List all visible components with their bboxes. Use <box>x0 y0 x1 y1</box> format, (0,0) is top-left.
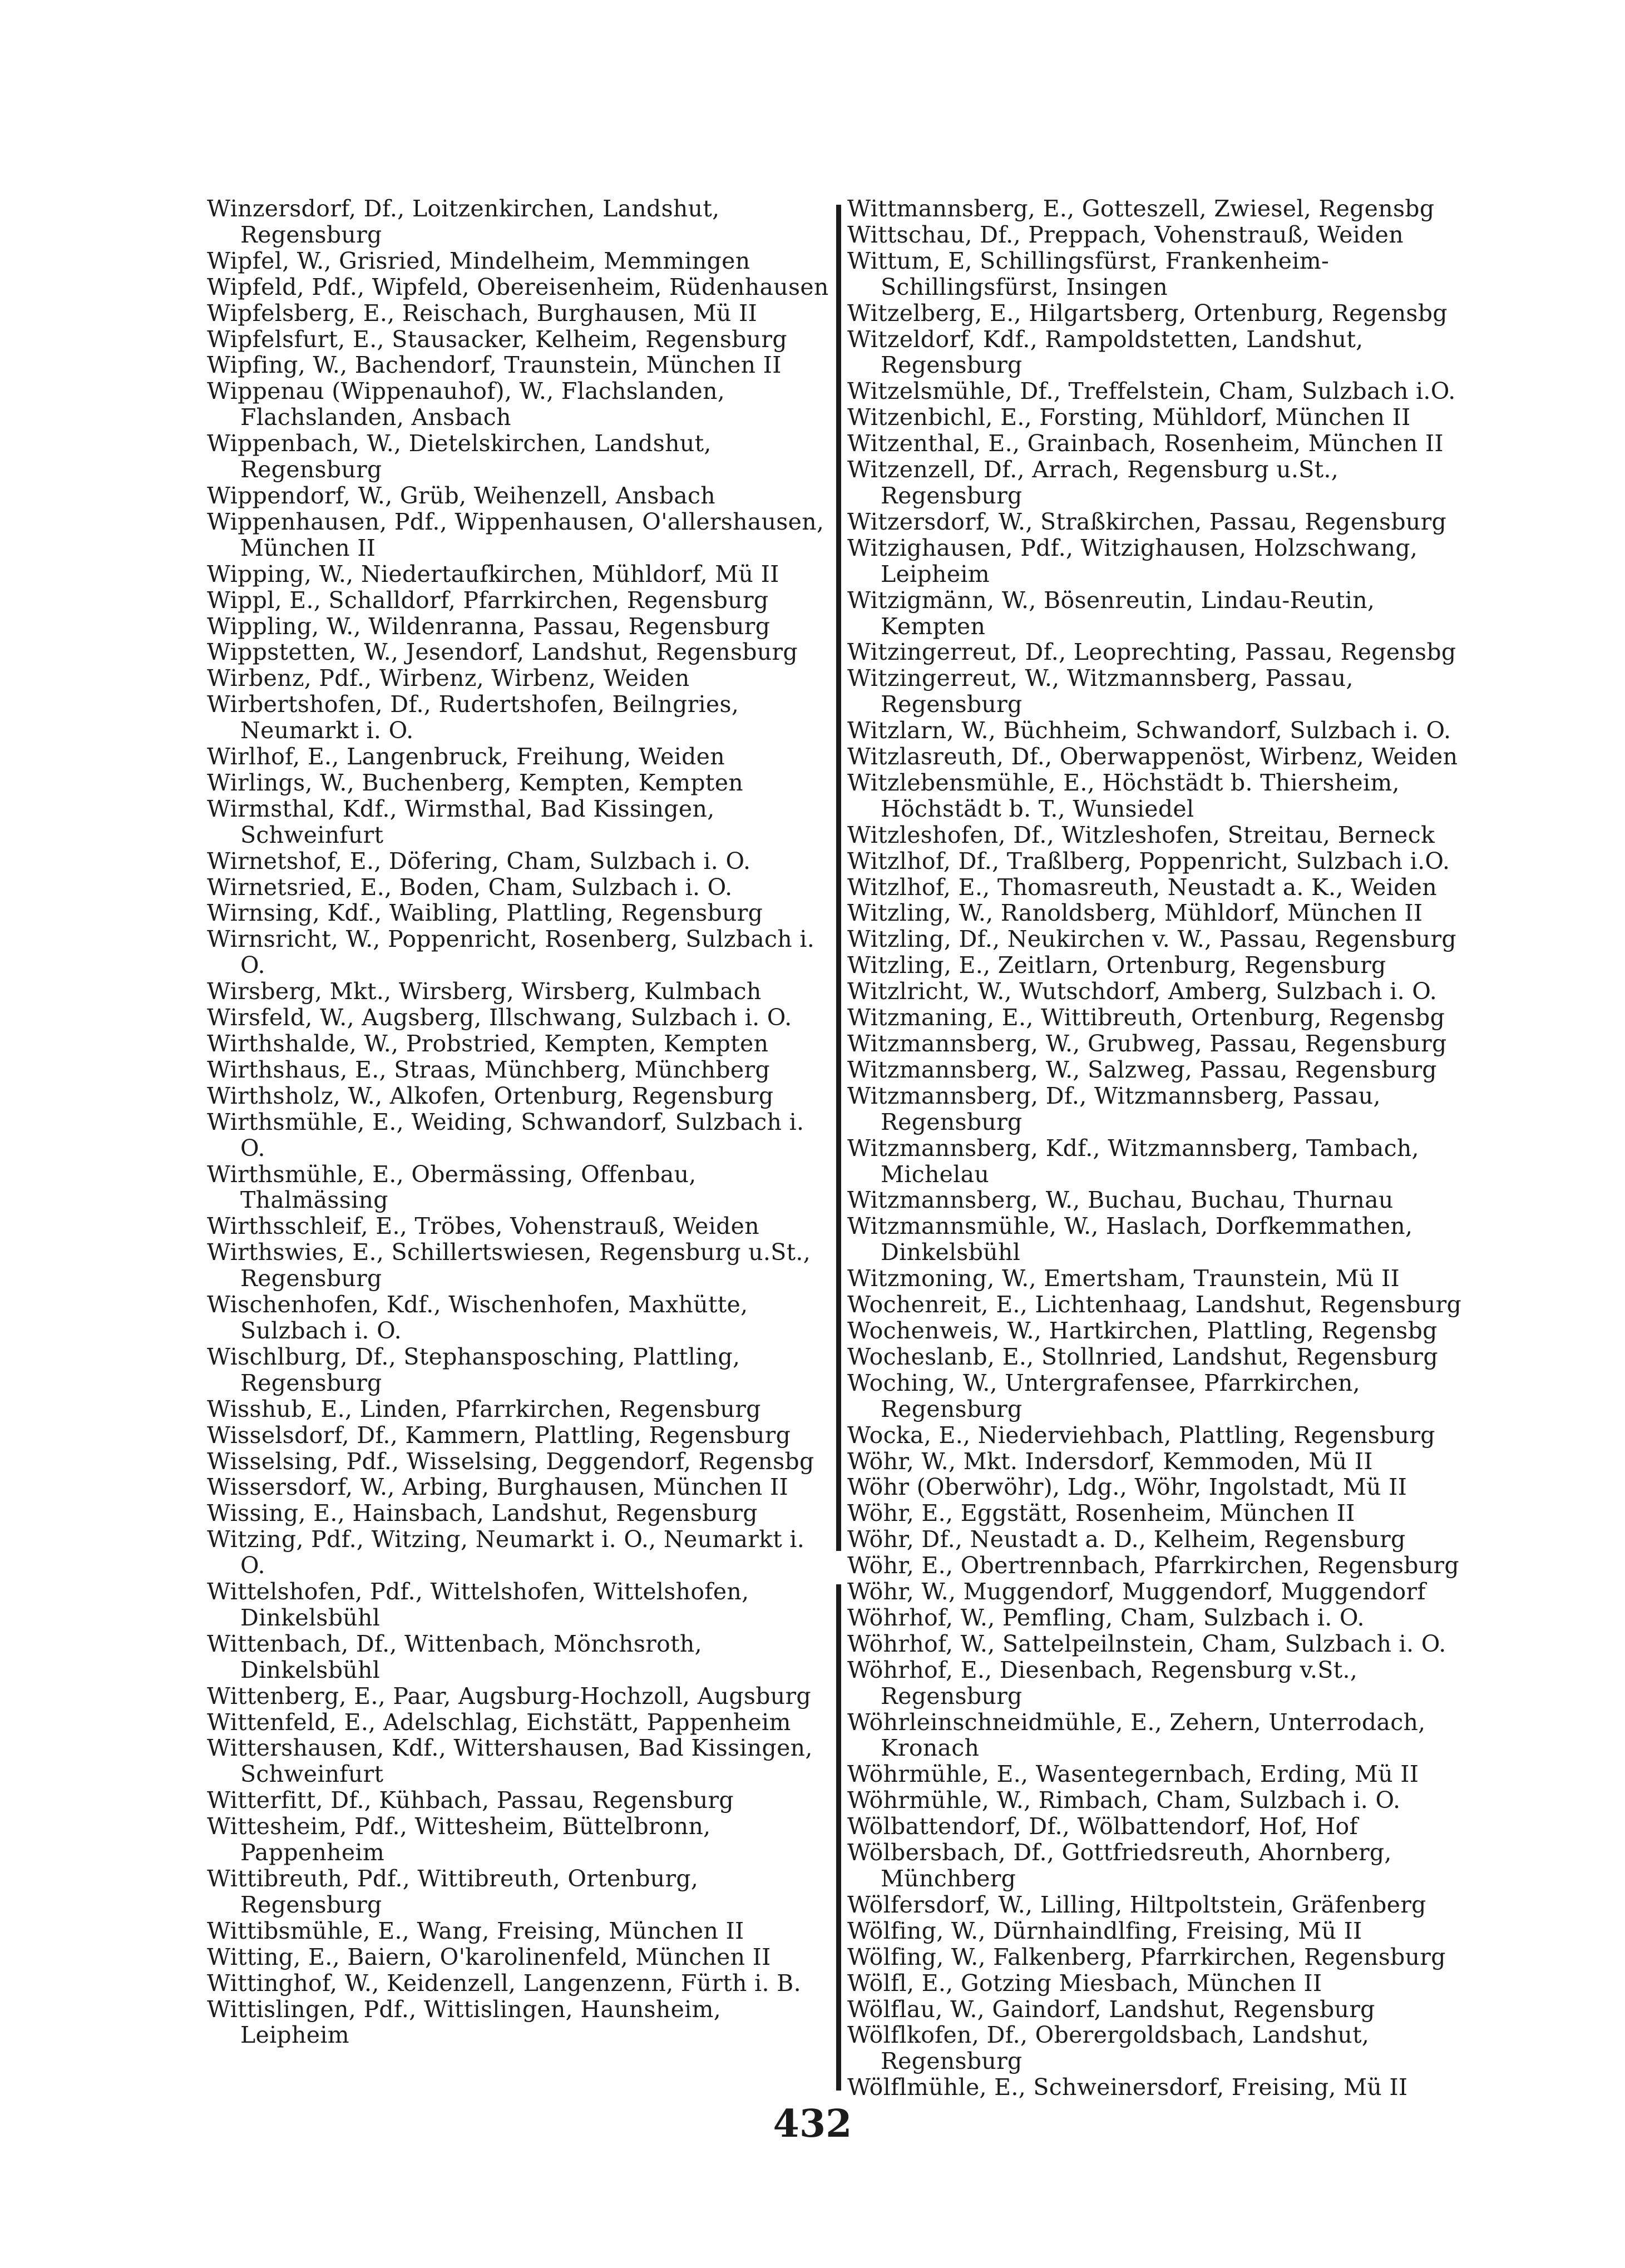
gazetteer-entry: Wöhr, W., Muggendorf, Muggendorf, Muggendorf <box>847 1578 1426 1605</box>
gazetteer-entry: Wippenbach, W., Dietelskirchen, Landshut, Regensburg <box>207 430 712 483</box>
gazetteer-entry: Wippenhausen, Pdf., Wippenhausen, O'allershausen, München II <box>207 508 824 561</box>
gazetteer-entry: Wippstetten, W., Jesendorf, Landshut, Regensburg <box>207 639 798 666</box>
gazetteer-entry: Wölflmühle, E., Schweinersdorf, Freising, Mü II <box>847 2074 1408 2101</box>
gazetteer-entry: Wölbersbach, Df., Gottfriedsreuth, Ahornberg, Münchberg <box>847 1839 1392 1892</box>
gazetteer-entry: Witzlebensmühle, E., Höchstädt b. Thiersheim, Höchstädt b. T., Wunsiedel <box>847 769 1400 822</box>
gazetteer-entry: Witzelsmühle, Df., Treffelstein, Cham, Sulzbach i.O. <box>847 378 1456 405</box>
gazetteer-entry: Wirnsricht, W., Poppenricht, Rosenberg, Sulzbach i. O. <box>207 926 815 979</box>
gazetteer-entry: Wölfl, E., Gotzing Miesbach, München II <box>847 1969 1322 1997</box>
left-column <box>207 196 829 2048</box>
gazetteer-entry: Wöhrleinschneidmühle, E., Zehern, Unterrodach, Kronach <box>847 1708 1426 1762</box>
gazetteer-entry: Witzeldorf, Kdf., Rampoldstetten, Landshut, Regensburg <box>847 325 1364 379</box>
gazetteer-entry: Wöhrhof, W., Sattelpeilnstein, Cham, Sulzbach i. O. <box>847 1630 1446 1657</box>
gazetteer-entry: Wippendorf, W., Grüb, Weihenzell, Ansbach <box>207 482 715 509</box>
gazetteer-entry: Witzing, Pdf., Witzing, Neumarkt i. O., Neumarkt i. O. <box>207 1526 805 1579</box>
gazetteer-entry: Wittislingen, Pdf., Wittislingen, Haunsheim, Leipheim <box>207 1995 722 2049</box>
gazetteer-entry: Wöhrhof, E., Diesenbach, Regensburg v.St., Regensburg <box>847 1656 1358 1709</box>
gazetteer-entry: Wirnetsried, E., Boden, Cham, Sulzbach i. O. <box>207 873 733 901</box>
gazetteer-entry: Witzmaning, E., Wittibreuth, Ortenburg, Regensbg <box>847 1004 1445 1031</box>
gazetteer-entry: Wöhr, Df., Neustadt a. D., Kelheim, Regensburg <box>847 1526 1406 1553</box>
gazetteer-entry: Wippling, W., Wildenranna, Passau, Regensburg <box>207 612 770 640</box>
gazetteer-entry: Witzenzell, Df., Arrach, Regensburg u.St., Regensburg <box>847 456 1339 509</box>
gazetteer-entry: Wölfersdorf, W., Lilling, Hiltpoltstein, Gräfenberg <box>847 1891 1426 1918</box>
gazetteer-entry: Wöhr, W., Mkt. Indersdorf, Kemmoden, Mü II <box>847 1447 1373 1475</box>
gazetteer-entry: Witzling, Df., Neukirchen v. W., Passau, Regensburg <box>847 926 1456 953</box>
gazetteer-entry: Witzleshofen, Df., Witzleshofen, Streitau, Berneck <box>847 821 1435 848</box>
gazetteer-entry: Wischenhofen, Kdf., Wischenhofen, Maxhütte, Sulzbach i. O. <box>207 1291 748 1344</box>
gazetteer-entry: Witzmannsmühle, W., Haslach, Dorfkemmathen, Dinkelsbühl <box>847 1213 1413 1266</box>
gazetteer-entry: Wirthsmühle, E., Obermässing, Offenbau, Thalmässing <box>207 1160 697 1214</box>
gazetteer-entry: Wochenweis, W., Hartkirchen, Plattling, Regensbg <box>847 1317 1438 1344</box>
gazetteer-entry: Wölbattendorf, Df., Wölbattendorf, Hof, Hof <box>847 1813 1358 1840</box>
gazetteer-entry: Wirthswies, E., Schillertswiesen, Regensburg u.St., Regensburg <box>207 1239 811 1292</box>
gazetteer-entry: Witzlricht, W., Wutschdorf, Amberg, Sulzbach i. O. <box>847 978 1438 1005</box>
gazetteer-entry: Wittibreuth, Pdf., Wittibreuth, Ortenburg, Regensburg <box>207 1865 699 1918</box>
gazetteer-entry: Wisshub, E., Linden, Pfarrkirchen, Regensburg <box>207 1395 761 1422</box>
gazetteer-entry: Wippl, E., Schalldorf, Pfarrkirchen, Regensburg <box>207 586 769 614</box>
gazetteer-entry: Wocheslanb, E., Stollnried, Landshut, Regensburg <box>847 1343 1438 1370</box>
gazetteer-entry: Wittenbach, Df., Wittenbach, Mönchsroth, Dinkelsbühl <box>207 1630 702 1683</box>
gazetteer-entry: Wipfelsberg, E., Reischach, Burghausen, Mü II <box>207 299 758 327</box>
gazetteer-entry: Wittibsmühle, E., Wang, Freising, München II <box>207 1917 744 1944</box>
gazetteer-entry: Witzling, E., Zeitlarn, Ortenburg, Regensburg <box>847 952 1386 979</box>
gazetteer-entry: Wirlings, W., Buchenberg, Kempten, Kempten <box>207 769 743 796</box>
gazetteer-entry: Wöhr, E., Eggstätt, Rosenheim, München II <box>847 1500 1355 1527</box>
gazetteer-entry: Wölflau, W., Gaindorf, Landshut, Regensburg <box>847 1995 1375 2023</box>
gazetteer-entry: Witzighausen, Pdf., Witzighausen, Holzschwang, Leipheim <box>847 534 1418 587</box>
gazetteer-entry: Wöhrmühle, E., Wasentegernbach, Erding, Mü II <box>847 1761 1419 1788</box>
gazetteer-entry: Witzenthal, E., Grainbach, Rosenheim, München II <box>847 430 1444 457</box>
gazetteer-entry: Wittmannsberg, E., Gotteszell, Zwiesel, Regensbg <box>847 195 1435 222</box>
gazetteer-entry: Witzingerreut, W., Witzmannsberg, Passau, Regensburg <box>847 665 1354 718</box>
gazetteer-entry: Wöhrmühle, W., Rimbach, Cham, Sulzbach i. O. <box>847 1787 1401 1814</box>
gazetteer-entry: Witterfitt, Df., Kühbach, Passau, Regensburg <box>207 1787 734 1814</box>
gazetteer-entry: Wissing, E., Hainsbach, Landshut, Regensburg <box>207 1500 758 1527</box>
gazetteer-entry: Wissersdorf, W., Arbing, Burghausen, München II <box>207 1474 788 1501</box>
gazetteer-entry: Wirsfeld, W., Augsberg, Illschwang, Sulzbach i. O. <box>207 1004 792 1031</box>
gazetteer-entry: Wittesheim, Pdf., Wittesheim, Büttelbronn, Pappenheim <box>207 1813 711 1866</box>
gazetteer-entry: Wipfel, W., Grisried, Mindelheim, Memmingen <box>207 247 750 274</box>
column-divider-rule <box>836 1584 841 2091</box>
gazetteer-entry: Wisselsing, Pdf., Wisselsing, Deggendorf, Regensbg <box>207 1447 814 1475</box>
gazetteer-entry: Witting, E., Baiern, O'karolinenfeld, München II <box>207 1943 771 1970</box>
gazetteer-entry: Witzmannsberg, W., Grubweg, Passau, Regensburg <box>847 1030 1447 1057</box>
gazetteer-entry: Witzenbichl, E., Forsting, Mühldorf, München II <box>847 404 1411 431</box>
gazetteer-entry: Witzersdorf, W., Straßkirchen, Passau, Regensburg <box>847 508 1447 535</box>
gazetteer-entry: Wölfing, W., Falkenberg, Pfarrkirchen, Regensburg <box>847 1943 1446 1970</box>
gazetteer-entry: Witzmoning, W., Emertsham, Traunstein, Mü II <box>847 1265 1400 1292</box>
gazetteer-entry: Witzingerreut, Df., Leoprechting, Passau, Regensbg <box>847 639 1456 666</box>
gazetteer-entry: Wirsberg, Mkt., Wirsberg, Wirsberg, Kulmbach <box>207 978 762 1005</box>
gazetteer-entry: Witzmannsberg, W., Salzweg, Passau, Regensburg <box>847 1056 1437 1083</box>
gazetteer-entry: Winzersdorf, Df., Loitzenkirchen, Landshut, Regensburg <box>207 195 720 248</box>
gazetteer-entry: Witzmannsberg, Kdf., Witzmannsberg, Tambach, Michelau <box>847 1134 1419 1188</box>
gazetteer-entry: Wisselsdorf, Df., Kammern, Plattling, Regensburg <box>207 1421 791 1449</box>
gazetteer-entry: Wippenau (Wippenauhof), W., Flachslanden, Flachslanden, Ansbach <box>207 378 725 431</box>
gazetteer-entry: Wochenreit, E., Lichtenhaag, Landshut, Regensburg <box>847 1291 1462 1318</box>
gazetteer-entry: Wittenberg, E., Paar, Augsburg-Hochzoll, Augsburg <box>207 1682 811 1709</box>
gazetteer-entry: Witzigmänn, W., Bösenreutin, Lindau-Reutin, Kempten <box>847 586 1375 640</box>
gazetteer-entry: Wirthsholz, W., Alkofen, Ortenburg, Regensburg <box>207 1082 774 1109</box>
gazetteer-entry: Witzlhof, Df., Traßlberg, Poppenricht, Sulzbach i.O. <box>847 847 1450 874</box>
gazetteer-entry: Wirthshalde, W., Probstried, Kempten, Kempten <box>207 1030 769 1057</box>
gazetteer-entry: Witzmannsberg, W., Buchau, Buchau, Thurnau <box>847 1187 1394 1214</box>
gazetteer-entry: Wocka, E., Niederviehbach, Plattling, Regensburg <box>847 1421 1435 1449</box>
gazetteer-entry: Witzlasreuth, Df., Oberwappenöst, Wirbenz, Weiden <box>847 743 1458 770</box>
gazetteer-entry: Wöhr, E., Obertrennbach, Pfarrkirchen, Regensburg <box>847 1552 1459 1579</box>
gazetteer-entry: Wölfing, W., Dürnhaindlfing, Freising, Mü II <box>847 1917 1362 1944</box>
gazetteer-entry: Witzelberg, E., Hilgartsberg, Ortenburg, Regensbg <box>847 299 1448 327</box>
gazetteer-entry: Wirthshaus, E., Straas, Münchberg, Münchberg <box>207 1056 770 1083</box>
gazetteer-entry: Wöhr (Oberwöhr), Ldg., Wöhr, Ingolstadt, Mü II <box>847 1474 1407 1501</box>
gazetteer-entry: Wölflkofen, Df., Oberergoldsbach, Landshut, Regensburg <box>847 2022 1370 2075</box>
gazetteer-entry: Wittum, E, Schillingsfürst, Frankenheim-Schillingsfürst, Insingen <box>847 247 1330 300</box>
column-divider-rule <box>836 205 841 1551</box>
gazetteer-entry: Wittelshofen, Pdf., Wittelshofen, Wittelshofen, Dinkelsbühl <box>207 1578 749 1631</box>
gazetteer-entry: Witzmannsberg, Df., Witzmannsberg, Passau, Regensburg <box>847 1082 1381 1135</box>
gazetteer-entry: Wirmsthal, Kdf., Wirmsthal, Bad Kissingen, Schweinfurt <box>207 795 715 848</box>
gazetteer-entry: Wirbenz, Pdf., Wirbenz, Wirbenz, Weiden <box>207 665 690 692</box>
gazetteer-entry: Wipfeld, Pdf., Wipfeld, Obereisenheim, Rüdenhausen <box>207 273 829 300</box>
gazetteer-entry: Witzling, W., Ranoldsberg, Mühldorf, München II <box>847 900 1423 927</box>
gazetteer-entry: Woching, W., Untergrafensee, Pfarrkirchen, Regensburg <box>847 1369 1361 1422</box>
gazetteer-entry: Wittschau, Df., Preppach, Vohenstrauß, Weiden <box>847 221 1404 248</box>
gazetteer-entry: Wirthsschleif, E., Tröbes, Vohenstrauß, Weiden <box>207 1213 759 1240</box>
gazetteer-entry: Wirlhof, E., Langenbruck, Freihung, Weiden <box>207 743 725 770</box>
gazetteer-entry: Wipfelsfurt, E., Stausacker, Kelheim, Regensburg <box>207 325 787 353</box>
gazetteer-entry: Witzlarn, W., Büchheim, Schwandorf, Sulzbach i. O. <box>847 717 1451 744</box>
gazetteer-entry: Wittinghof, W., Keidenzell, Langenzenn, Fürth i. B. <box>207 1969 801 1997</box>
gazetteer-entry: Wittershausen, Kdf., Wittershausen, Bad Kissingen, Schweinfurt <box>207 1735 813 1788</box>
gazetteer-entry: Wipping, W., Niedertaufkirchen, Mühldorf, Mü II <box>207 560 779 587</box>
gazetteer-entry: Wirthsmühle, E., Weiding, Schwandorf, Sulzbach i. O. <box>207 1108 804 1162</box>
page-number: 432 <box>773 2102 852 2146</box>
right-column <box>847 196 1476 2101</box>
gazetteer-entry: Wipfing, W., Bachendorf, Traunstein, München II <box>207 352 782 379</box>
gazetteer-entry: Witzlhof, E., Thomasreuth, Neustadt a. K., Weiden <box>847 873 1437 901</box>
gazetteer-entry: Wirnetshof, E., Döfering, Cham, Sulzbach i. O. <box>207 847 751 874</box>
gazetteer-entry: Wöhrhof, W., Pemfling, Cham, Sulzbach i. O. <box>847 1604 1365 1631</box>
gazetteer-entry: Wittenfeld, E., Adelschlag, Eichstätt, Pappenheim <box>207 1708 791 1736</box>
gazetteer-entry: Wirnsing, Kdf., Waibling, Plattling, Regensburg <box>207 900 763 927</box>
gazetteer-entry: Wischlburg, Df., Stephansposching, Plattling, Regensburg <box>207 1343 740 1396</box>
gazetteer-entry: Wirbertshofen, Df., Rudertshofen, Beilngries, Neumarkt i. O. <box>207 691 739 744</box>
